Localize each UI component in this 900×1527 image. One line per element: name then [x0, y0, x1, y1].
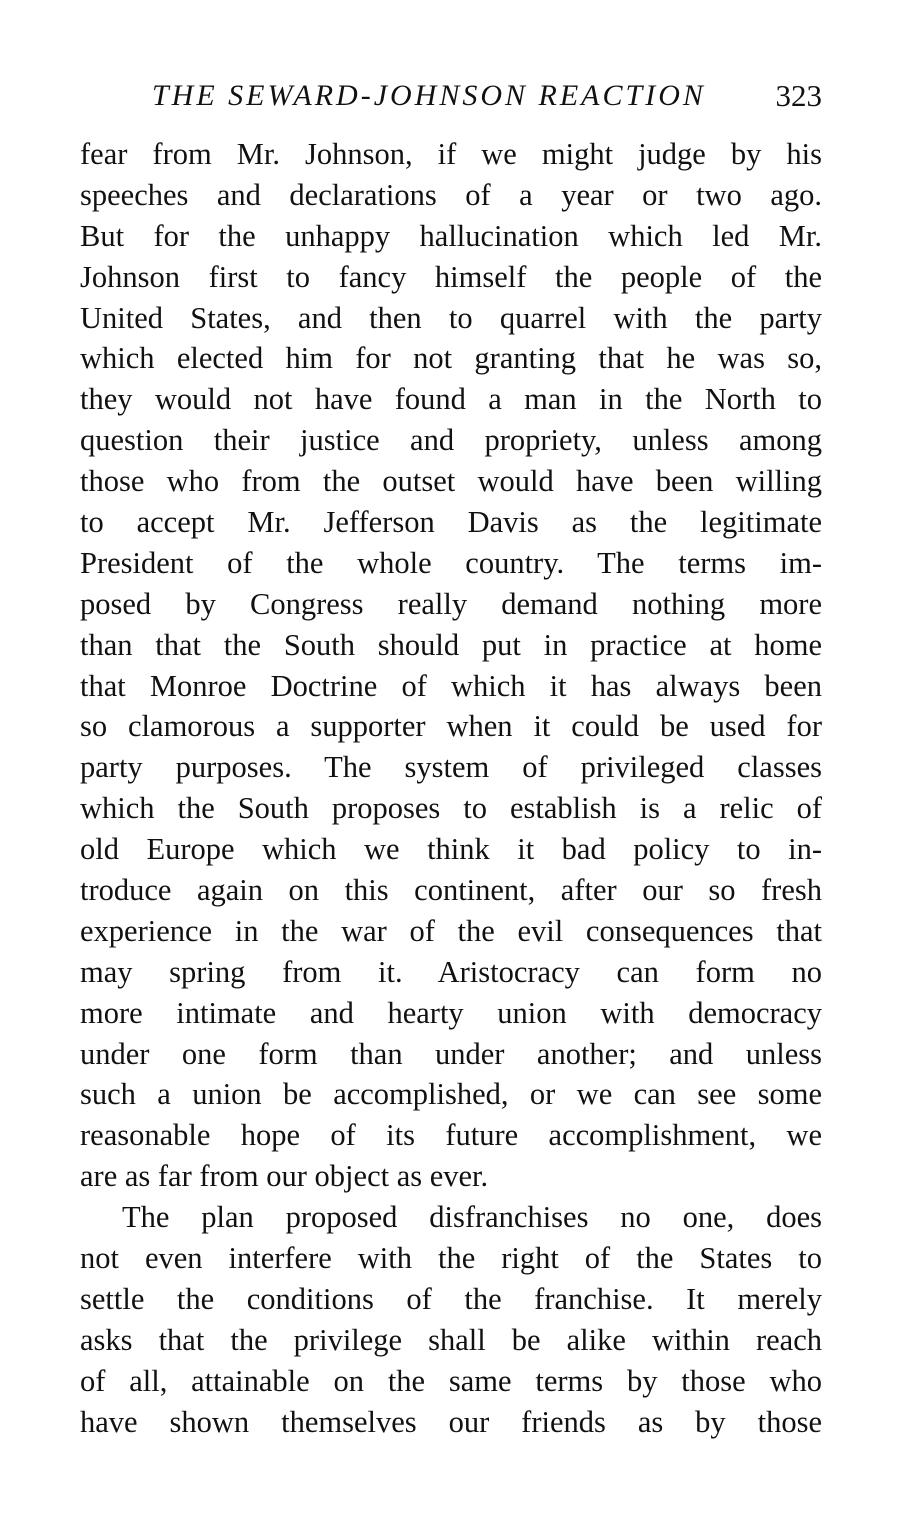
text-line: speeches and declarations of a year or two ago.	[80, 177, 822, 212]
text-line: which elected him for not granting that he was so,	[80, 341, 822, 376]
text-line: settle the conditions of the franchise. It merely	[80, 1281, 822, 1316]
text-line: party purposes. The system of privileged classes	[80, 750, 822, 785]
text-line: reasonable hope of its future accomplishment, we	[80, 1118, 822, 1153]
page-number: 323	[775, 78, 822, 113]
text-line: are as far from our object as ever.	[80, 1159, 489, 1194]
text-line: may spring from it. Aristocracy can form no	[80, 954, 822, 989]
text-line: old Europe which we think it bad policy to in-	[80, 832, 822, 867]
text-line: such a union be accomplished, or we can see some	[80, 1077, 822, 1112]
running-title: THE SEWARD-JOHNSON REACTION	[152, 79, 706, 112]
text-line: have shown themselves our friends as by those	[80, 1404, 822, 1439]
text-line: experience in the war of the evil consequences that	[80, 913, 822, 948]
text-line: so clamorous a supporter when it could be used for	[80, 709, 822, 744]
text-line: more intimate and hearty union with democracy	[80, 995, 822, 1030]
text-line: question their justice and propriety, unless among	[80, 423, 822, 458]
text-line: than that the South should put in practice at home	[80, 627, 822, 662]
text-line: President of the whole country. The terms im-	[80, 545, 822, 580]
text-line: those who from the outset would have been willing	[80, 464, 822, 499]
paragraph-2	[80, 1197, 822, 1442]
text-line: they would not have found a man in the North to	[80, 382, 822, 417]
text-line: fear from Mr. Johnson, if we might judge by his	[80, 137, 822, 171]
text-line: under one form than under another; and unless	[80, 1036, 822, 1071]
text-line: Johnson first to fancy himself the people of the	[80, 259, 822, 294]
text-line: of all, attainable on the same terms by those who	[80, 1363, 822, 1398]
text-line: The plan proposed disfranchises no one, does	[122, 1200, 822, 1235]
paragraph-1	[80, 134, 822, 1197]
body-text	[80, 134, 822, 1443]
text-line: posed by Congress really demand nothing more	[80, 586, 822, 621]
text-line: to accept Mr. Jefferson Davis as the legitimate	[80, 505, 822, 540]
text-line: that Monroe Doctrine of which it has always been	[80, 668, 822, 703]
text-line: not even interfere with the right of the States to	[80, 1241, 822, 1276]
text-line: United States, and then to quarrel with the party	[80, 300, 822, 335]
text-line: which the South proposes to establish is a relic of	[80, 791, 822, 826]
text-line: asks that the privilege shall be alike within reach	[80, 1322, 822, 1357]
running-header	[80, 76, 822, 116]
text-line: But for the unhappy hallucination which led Mr.	[80, 218, 822, 253]
text-line: troduce again on this continent, after our so fresh	[80, 873, 822, 908]
